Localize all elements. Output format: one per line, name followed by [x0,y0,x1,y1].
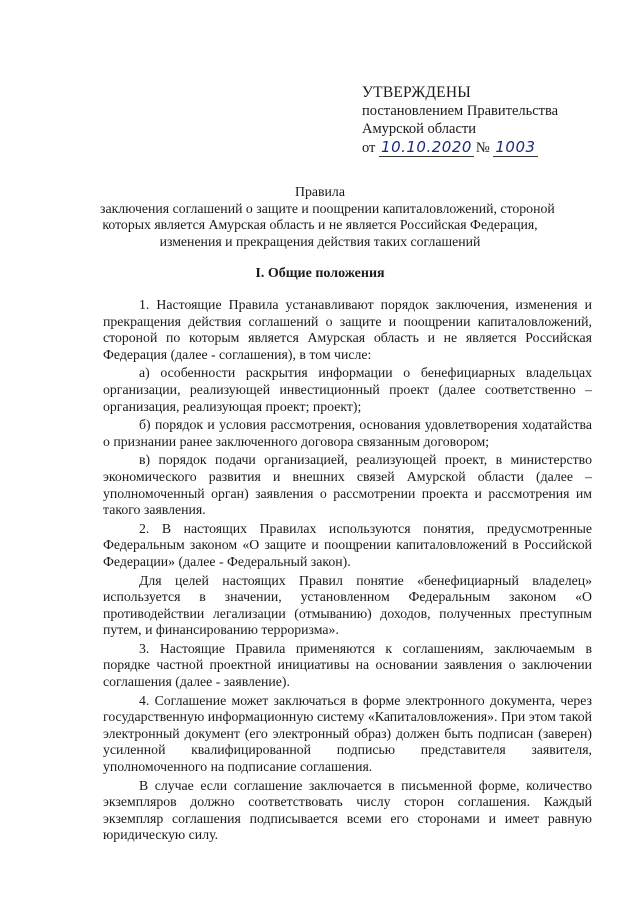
handwritten-number: 1003 [495,138,536,156]
approval-line-2: Амурской области [362,121,476,137]
approval-line-1: постановлением Правительства [362,103,559,119]
approval-date-line [362,138,558,157]
title-line-3: которых является Амурская область и не является Российская Федерация, [102,217,538,232]
handwritten-date: 10.10.2020 [381,138,472,156]
date-prefix: от [362,140,376,156]
section-heading: I. Общие положения [255,266,385,281]
paragraph: 4. Соглашение может заключаться в форме электронного документа, через государственную информационную систему «Капиталовложения». При этом такой электронный документ (его электронный образ) должен быть подписан (заверен) усиленной квалифицированной подписью представителя заявителя, уполномоченного на подписание соглашения. [103,692,592,775]
document-body [103,297,592,846]
paragraph: в) порядок подачи организацией, реализующей проект, в министерство экономического развития и внешних связей Амурской области (далее – уполномоченный орган) заявления о рассмотрении проекта и рассмотрения им такого заявления. [103,452,592,518]
paragraph: 1. Настоящие Правила устанавливают порядок заключения, изменения и прекращения действия соглашений о защите и поощрении капиталовложений, стороной по которым является Амурская область и не является Российская Федерация (далее - соглашения), в том числе: [103,297,592,362]
paragraph: В случае если соглашение заключается в письменной форме, количество экземпляров должно соответствовать числу сторон соглашения. Каждый экземпляр соглашения подписывается всеми его сторонами и имеет равную юридическую силу. [103,777,592,843]
approval-heading: УТВЕРЖДЕНЫ [362,84,471,101]
paragraph: Для целей настоящих Правил понятие «бенефициарный владелец» используется в значении, установленном Федеральным законом «О противодействии легализации (отмыванию) доходов, полученных преступным путем, и финансированию терроризма». [103,572,592,638]
paragraph: а) особенности раскрытия информации о бенефициарных владельцах организации, реализующей инвестиционный проект (далее соответственно – организация, реализующая проект; проект); [103,365,592,414]
title-line-2: заключения соглашений о защите и поощрении капиталовложений, стороной [100,200,555,216]
paragraph: б) порядок и условия рассмотрения, основания удовлетворения ходатайства о признании ранее заключенного договора связанным договором; [103,417,592,449]
paragraph: 2. В настоящих Правилах используются понятия, предусмотренные Федеральным законом «О защите и поощрении капиталовложений в Российской Федерации» (далее - Федеральный закон). [103,520,592,569]
paragraph: 3. Настоящие Правила применяются к соглашениям, заключаемым в порядке частной проектной инициативы на основании заявления о заключении соглашения (далее - заявление). [103,640,592,690]
approval-stamp [362,84,558,157]
title-line-4: изменения и прекращения действия таких соглашений [159,233,481,249]
document-title [100,184,555,250]
number-sign: № [475,140,490,156]
title-line-1: Правила [295,184,345,199]
